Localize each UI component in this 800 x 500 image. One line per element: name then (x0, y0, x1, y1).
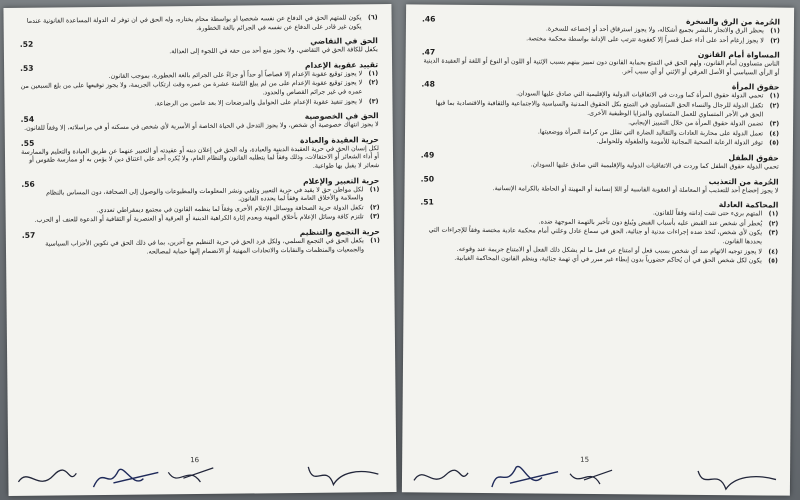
article-number: .56 (21, 179, 35, 189)
article (420, 174, 778, 196)
clause-text: يحظر الرق والاتجار بالبشر بجميع أشكاله، ولا يجوز استرقاق أحد أو إخضاعه للسخرة. (545, 25, 764, 35)
article (20, 36, 378, 58)
article-number: .54 (20, 114, 35, 125)
clause-marker: (١) (370, 237, 380, 245)
clause-text: المتهم بريء حتى تثبت إدانته وفقاً للقانون. (652, 209, 763, 218)
article (22, 227, 380, 258)
article (421, 150, 779, 172)
clause-marker: (٥) (768, 257, 778, 265)
clause-text: تحمي الدولة حقوق المرأة كما وردت في الاتفاقيات الدولية والإقليمية التي صادق عليها السودان. (516, 90, 764, 100)
article (20, 60, 378, 110)
article (20, 14, 378, 35)
clause (421, 99, 779, 119)
article-title: الحُرمة من التعذيب (708, 176, 779, 187)
article-title: المساواة أمام القانون (697, 50, 780, 60)
article-paragraph: لا يجوز انتهاك خصوصية أي شخص، ولا يجوز التدخل في الحياة الخاصة أو الأسرية لأي شخص في مسكنه أو في مراسلاته، إلا وفقاً للقانون. (24, 121, 379, 132)
clause (420, 255, 778, 267)
signatures-right (402, 455, 790, 495)
article (21, 135, 379, 175)
clause-marker: (١) (768, 210, 779, 218)
article (422, 14, 780, 45)
article-number: .49 (420, 150, 435, 160)
article-title: حرية التجمع والتنظيم (299, 227, 380, 237)
article-paragraph: الناس متساوون أمام القانون، ولهم الحق في التمتع بحماية القانون دون تمييز بينهم بسبب الإثنية أو اللون أو النوع أو اللغة أو العقيدة الدينية أو الرأي السياسي أو الأصل العرقي أو الإثني أو أي سبب آخر. (423, 57, 780, 77)
clause-text: توفر الدولة الرعاية الصحية المجانية للأمومة والطفولة وللحوامل. (596, 138, 763, 147)
article-number: .47 (421, 47, 436, 57)
signatures-left (8, 458, 396, 496)
article-paragraph: لا يجوز إخضاع أحد للتعذيب أو المعاملة أو العقوبة القاسية أو اللا إنسانية أو المهينة أو الحاطة بالكرامة الإنسانية. (492, 184, 779, 195)
clause-marker: (٦) (367, 14, 378, 22)
document-page-right (402, 4, 794, 495)
clause-text: لا يجوز توجيه الاتهام ضد أي شخص بسبب فعل أو امتناع عن فعل ما لم يشكل ذلك الفعل أو الامتناع جريمة عند وقوعه. (456, 245, 763, 255)
clause-text: تكفل الدولة للرجال والنساء الحق المتساوي في التمتع بكل الحقوق المدنية والسياسية والاجتماعية والثقافية والاقتصادية بما فيها الحق في الأجر المتساوي للعمل المتساوي والمزايا الوظيفية الأخرى. (435, 99, 764, 118)
article (21, 176, 379, 226)
document-page-left (3, 4, 396, 496)
article-title: حقوق الطفل (728, 153, 779, 163)
article-paragraph: يكفل للكافة الحق في التقاضي، ولا يجوز منع أحد من حقه في اللجوء إلى العدالة. (169, 46, 378, 56)
clause-marker: (٣) (370, 213, 380, 221)
article-title: حرية التعبير والإعلام (303, 175, 380, 186)
clause-text: تضمن الدولة حقوق المرأة من خلال التمييز الإيجابي. (628, 119, 764, 128)
clause-marker: (١) (369, 185, 380, 193)
article-paragraph: لكل إنسان الحق في حرية العقيدة الدينية والعبادة، وله الحق في إعلان دينه أو عقيدته أو التعبير عنهما عن طريق العبادة والتعليم والممارسة أو أداء الشعائر أو الاحتفالات، وذلك وفقاً لما يتطلبه القانون والنظام العام، ولا يُكره أحد على اعتناق دين لا يؤمن به أو ممارسة طقوس أو شعائر لا يقبل بها طواعية. (21, 144, 380, 170)
clause-text: يكون لكل شخص الحق في أن يُحاكم حضورياً بدون إبطاء غير مبرر في أي تهمة جنائية، وينظم القانون المحاكمة الغيابية. (454, 254, 762, 265)
clause (422, 34, 780, 46)
clause-text: يكفل الحق في التجمع السلمي، ولكل فرد الحق في حرية التنظيم مع آخرين، بما في ذلك الحق في تكوين الأحزاب السياسية والجمعيات والمنظمات والنقابات والاتحادات المهنية أو الانضمام إليها حماية لمصالحه. (45, 237, 365, 256)
clause-text: يُخطر أي شخص عند القبض عليه بأسباب القبض ويُبلغ دون تأخير بالتهمة الموجهة ضده. (538, 218, 763, 228)
article-title: حرية العقيدة والعبادة (299, 134, 379, 145)
clause-marker: (٢) (769, 102, 780, 110)
article (421, 80, 780, 149)
article (420, 198, 779, 267)
clause (22, 237, 380, 258)
clause-text: لكل مواطن حق لا يقيد في حرية التعبير وتلقي ونشر المعلومات والمطبوعات والوصول إلى الصحافة، دون المساس بالنظام والسلامة والأخلاق العامة وفقاً لما يحدده القانون. (46, 185, 364, 203)
article-title: تقييد عقوبة الإعدام (304, 59, 379, 70)
article-number: .51 (420, 197, 434, 207)
article-title: الحق في الخصوصية (304, 111, 379, 122)
clause-marker: (١) (769, 92, 780, 100)
article (21, 111, 379, 133)
clause (420, 227, 778, 247)
article-number: .52 (19, 39, 34, 50)
clause-text: يكون للمتهم الحق في الدفاع عن نفسه شخصياً أو بواسطة محام يختاره، وله الحق في أن توفر له الدولة المساعدة القانونية عندما يكون غير قادر على الدفاع عن نفسه في الجرائم بالغة الخطورة. (26, 14, 362, 32)
article-title: حقوق المرأة (731, 82, 780, 92)
clause-text: تلتزم كافة وسائل الإعلام بأخلاق المهنة وبعدم إثارة الكراهية الدينية أو العرقية أو العنصرية أو الثقافية أو الدعوة للعنف أو الحرب. (34, 213, 364, 225)
article-title: المحاكمة العادلة (718, 200, 779, 210)
clause-marker: (٣) (769, 120, 780, 128)
article-number: .53 (20, 63, 34, 73)
article-number: .46 (421, 14, 436, 24)
article-number: .55 (20, 138, 35, 148)
clause-marker: (١) (770, 27, 780, 35)
clause-text: تكفل الدولة حرية الصحافة ووسائل الإعلام الأخرى وفقاً لما ينظمه القانون في مجتمع ديمقراطي تعددي. (96, 204, 364, 214)
page-number-left: 16 (190, 456, 200, 465)
clause-marker: (٤) (768, 247, 779, 256)
clause-marker: (٢) (770, 37, 780, 45)
article (422, 48, 780, 78)
article-paragraph: تحمي الدولة حقوق الطفل كما وردت في الاتفاقيات الدولية والإقليمية التي صادق عليها السودان. (530, 161, 779, 171)
clause-marker: (٢) (368, 79, 379, 87)
clause-marker: (٢) (768, 220, 779, 228)
clause-marker: (٣) (768, 229, 779, 237)
page-right-content (418, 14, 780, 461)
clause-text: لا يجوز تنفيذ عقوبة الإعدام على الحوامل والمرضعات إلا بعد عامين من الرضاعة. (154, 97, 363, 108)
clause-text: لا يجوز إرغام أحد على أداء عمل قسراً إلا كعقوبة تترتب على الإدانة بواسطة محكمة مختصة. (526, 34, 764, 45)
clause-marker: (٢) (369, 203, 380, 211)
clause-marker: (٤) (769, 130, 780, 138)
clause-text: تعمل الدولة على محاربة العادات والتقاليد الضارة التي تقلل من كرامة المرأة ووضعيتها. (537, 128, 764, 138)
page-number-right: 15 (580, 455, 590, 464)
clause (20, 14, 378, 35)
page-left-content (19, 14, 383, 465)
clause-text: لا يجوز توقيع عقوبة الإعدام إلا قصاصاً أو حداً أو جزاءً على الجرائم بالغة الخطورة، بموجب القانون. (108, 70, 363, 80)
clause-text: يكون لأي شخص، تُتخذ ضده إجراءات مدنية أو جنائية، الحق في سماع عادل وعلني أمام محكمة عادية مختصة وفقاً للإجراءات التي يحددها القانون. (428, 226, 763, 246)
clause-marker: (٥) (769, 139, 779, 147)
clause-marker: (٣) (368, 97, 379, 105)
clause-text: لا يجوز توقيع عقوبة الإعدام على من لم يبلغ الثامنة عشرة من عمره وقت ارتكاب الجريمة، ولا يجوز توقيعها على من بلغ السبعين من عمره في غير جرائم القصاص والحدود. (20, 79, 363, 97)
clause (421, 137, 779, 149)
clause-marker: (١) (368, 69, 379, 78)
article-title: الحق في التقاضي (310, 36, 378, 47)
article-number: .57 (21, 230, 36, 240)
article-number: .48 (421, 79, 435, 89)
article-number: .50 (420, 173, 435, 184)
article-title: الحُرمة من الرق والسخرة (685, 16, 781, 27)
